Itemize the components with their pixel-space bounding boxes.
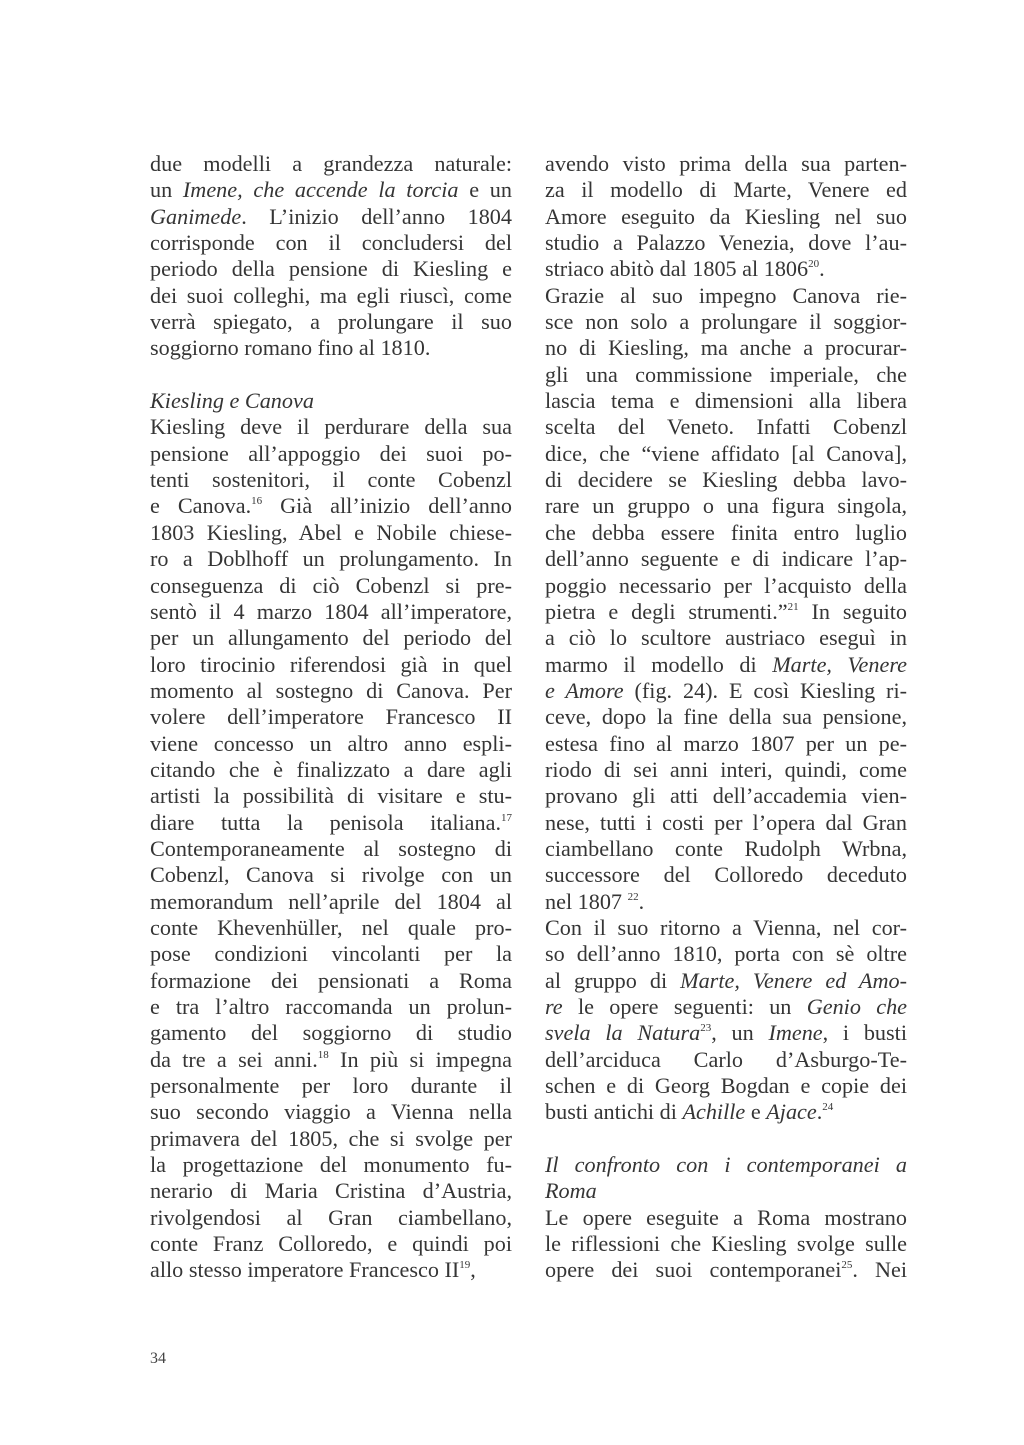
text-line [150, 177, 512, 203]
text-line [150, 283, 512, 309]
text-line [150, 941, 512, 967]
text-line [545, 362, 907, 388]
text-run: personalmente per loro durante il [150, 1073, 512, 1099]
text-run: 1803 Kiesling, Abel e Nobile chiese- [150, 519, 512, 545]
text-run: marmo il modello di [545, 651, 773, 677]
text-run: so dell’anno 1810, porta con sè oltre [545, 941, 907, 967]
text-run: e tra l’altro raccomanda un prolun- [150, 994, 512, 1019]
text-run: conte Khevenhüller, nel quale pro- [150, 914, 512, 940]
text-line [150, 414, 512, 440]
footnote-ref: 16 [251, 495, 263, 508]
text-run: gli una commissione imperiale, che [545, 361, 907, 387]
confronto-paragraph [545, 1205, 907, 1284]
text-run: nerario di Maria Cristina d’Austria, [150, 1178, 512, 1204]
text-run: Le opere eseguite a Roma mostrano [545, 1204, 907, 1230]
text-line [150, 546, 512, 572]
text-line [150, 1231, 512, 1257]
text-run: , [470, 1257, 476, 1283]
text-run: pietra e degli strumenti.” [545, 598, 788, 624]
text-run: pensione all’appoggio dei suoi po- [150, 440, 512, 466]
kiesling-canova-paragraph [150, 414, 512, 1283]
text-line [150, 704, 512, 730]
text-line [545, 1231, 907, 1257]
text-run: provano gli atti dell’accademia vien- [545, 783, 907, 809]
text-run: e un [458, 177, 512, 203]
left-column [150, 151, 512, 1284]
text-run: no di Kiesling, ma anche a procurar- [545, 335, 907, 361]
italic-title: re [545, 994, 563, 1019]
text-run: ciambellano conte Rudolph Wrbna, [545, 835, 907, 861]
text-run: le opere seguenti: un [562, 994, 807, 1019]
text-run: conte Franz Colloredo, e quindi poi [150, 1231, 512, 1257]
italic-title: Marte, Venere [772, 651, 908, 677]
text-line [545, 810, 907, 836]
text-run: verrà spiegato, a prolungare il suo [150, 309, 512, 335]
text-run: formazione dei pensionati a Roma [150, 967, 512, 993]
text-run: soggiorno romano fino al 1810. [150, 335, 431, 361]
text-line [545, 968, 907, 994]
text-line [150, 836, 512, 862]
text-run: a ciò lo scultore austriaco eseguì in [545, 625, 907, 651]
text-run: suo secondo viaggio a Vienna nella [150, 1099, 512, 1125]
text-run: (fig. 24). E così Kiesling ri- [623, 677, 907, 703]
text-line [150, 520, 512, 546]
text-run: pose condizioni vincolanti per la [150, 941, 512, 967]
text-line [545, 862, 907, 888]
text-run: volere dell’imperatore Francesco II [150, 704, 512, 730]
text-line [150, 151, 512, 177]
text-run: le riflessioni che Kiesling svolge sulle [545, 1231, 907, 1257]
footnote-ref: 25 [841, 1259, 853, 1272]
right-column [545, 151, 907, 1284]
text-line [545, 520, 907, 546]
text-line [150, 994, 512, 1020]
text-run: per un allungamento del periodo del [150, 625, 512, 651]
continued-paragraph [545, 151, 907, 1126]
text-line [150, 810, 512, 836]
text-run: loro tirocinio riferendosi già in quel [150, 651, 512, 677]
text-run: momento al sostegno di Canova. Per [150, 677, 512, 703]
text-run: . Nei [852, 1257, 907, 1283]
text-run: Contemporaneamente al sostegno di [150, 835, 512, 861]
text-line [545, 678, 907, 704]
text-line [150, 915, 512, 941]
text-line [150, 652, 512, 678]
text-line [545, 704, 907, 730]
text-line [150, 256, 512, 282]
text-run: dell’anno seguente e di indicare l’ap- [545, 546, 907, 572]
text-run: Già all’inizio dell’anno [262, 493, 513, 519]
text-line [150, 1178, 512, 1204]
text-run: e [745, 1099, 767, 1125]
text-line [545, 1257, 907, 1283]
text-line [545, 177, 907, 203]
footnote-ref: 22 [627, 890, 639, 903]
text-run: gamento del soggiorno di studio [150, 1020, 512, 1046]
text-run: . [819, 256, 825, 282]
text-line [150, 1047, 512, 1073]
text-line [150, 757, 512, 783]
text-run: dell’arciduca Carlo d’Asburgo-Te- [545, 1046, 907, 1072]
text-run: , i busti [822, 1020, 907, 1046]
text-line [150, 1257, 512, 1283]
text-run: che debba essere finita entro luglio [545, 519, 907, 545]
text-line [545, 1047, 907, 1073]
italic-title: svela la Natura [545, 1020, 701, 1046]
text-run: un [150, 177, 183, 203]
text-line [150, 968, 512, 994]
section-heading-kiesling-e-canova: Kiesling e Canova [150, 388, 314, 414]
text-line [150, 1205, 512, 1231]
italic-title: Achille [682, 1099, 746, 1125]
text-run: la progettazione del monumento fu- [150, 1152, 512, 1178]
text-run: da tre a sei anni. [150, 1046, 318, 1072]
text-run: primavera del 1805, che si svolge per [150, 1125, 512, 1151]
text-line [150, 441, 512, 467]
text-line [545, 1073, 907, 1099]
text-run: successore del Colloredo deceduto [545, 862, 907, 888]
text-line [150, 625, 512, 651]
text-run: Amore eseguito da Kiesling nel suo [545, 203, 907, 229]
text-line [545, 652, 907, 678]
italic-title: Imene, che accende la torcia [182, 177, 459, 203]
text-run: . [638, 888, 645, 914]
text-run: dei suoi colleghi, ma egli riuscì, come [150, 282, 512, 308]
text-line [545, 309, 907, 335]
text-run: estesa fino al marzo 1807 per un pe- [545, 730, 907, 756]
text-line [150, 230, 512, 256]
text-run: In più si impegna [328, 1046, 512, 1072]
text-run: viene concesso un altro anno espli- [150, 730, 512, 756]
text-line [150, 599, 512, 625]
text-line [545, 230, 907, 256]
text-run: al gruppo di [545, 967, 681, 993]
italic-title: Ajace [766, 1099, 817, 1125]
text-run: busti antichi di [545, 1099, 683, 1125]
text-run: Kiesling deve il perdurare della sua [150, 414, 512, 440]
text-run: corrisponde con il concludersi del [150, 230, 512, 256]
text-run: nese, tutti i costi per l’opera dal Gran [545, 809, 907, 835]
text-line [150, 678, 512, 704]
footnote-ref: 19 [459, 1259, 471, 1272]
footnote-ref: 21 [787, 600, 799, 613]
text-line [150, 862, 512, 888]
text-line [545, 414, 907, 440]
text-run: In seguito [798, 598, 907, 624]
text-line [150, 335, 512, 361]
text-line [545, 757, 907, 783]
text-line [545, 204, 907, 230]
text-line [545, 493, 907, 519]
text-run: scelta del Veneto. Infatti Cobenzl [545, 414, 907, 440]
text-line [545, 335, 907, 361]
text-line [545, 388, 907, 414]
text-line [150, 1020, 512, 1046]
text-run: Cobenzl, Canova si rivolge con un [150, 862, 512, 888]
footnote-ref: 23 [700, 1022, 712, 1035]
text-run: rare un gruppo o una figura singola, [545, 493, 907, 519]
italic-title: Imene [768, 1020, 823, 1046]
text-run: tenti sostenitori, il conte Cobenzl [150, 467, 512, 493]
text-run: nel 1807 [545, 888, 628, 914]
text-run: conseguenza di ciò Cobenzl si pre- [150, 572, 512, 598]
text-run: ceve, dopo la fine della sua pensione, [545, 704, 907, 730]
text-line [545, 941, 907, 967]
text-line [150, 309, 512, 335]
text-run: allo stesso imperatore Francesco II [150, 1257, 460, 1283]
text-run: sentò il 4 marzo 1804 all’imperatore, [150, 598, 512, 624]
text-line [545, 441, 907, 467]
text-run: Grazie al suo impegno Canova rie- [545, 282, 907, 308]
text-run: lascia tema e dimensioni alla libera [545, 388, 907, 414]
intro-paragraph [150, 151, 512, 362]
text-line [150, 204, 512, 230]
italic-title: Genio che [806, 994, 908, 1019]
text-line [545, 283, 907, 309]
text-run: di decidere se Kiesling debba lavo- [545, 467, 907, 493]
text-line [545, 1205, 907, 1231]
text-run: diare tutta la penisola italiana. [150, 809, 501, 835]
text-line [545, 836, 907, 862]
text-line [150, 573, 512, 599]
text-run: artisti la possibilità di visitare e stu- [150, 783, 512, 809]
text-run: opere dei suoi contemporanei [545, 1257, 842, 1283]
text-line [150, 1126, 512, 1152]
text-run: memorandum nell’aprile del 1804 al [150, 888, 512, 914]
text-line [150, 731, 512, 757]
text-run: schen e di Georg Bogdan e copie dei [545, 1073, 907, 1099]
text-line [545, 546, 907, 572]
text-run: dice, che “viene affidato [al Canova], [545, 440, 907, 466]
text-line [545, 783, 907, 809]
footnote-ref: 20 [808, 258, 820, 271]
section-heading-confronto-line-2: Roma [545, 1178, 597, 1204]
text-run: e Canova. [150, 493, 252, 519]
text-run: citando che è finalizzato a dare agli [150, 756, 512, 782]
paragraph-gap [150, 362, 512, 388]
text-line [545, 599, 907, 625]
text-line [545, 625, 907, 651]
text-line [545, 915, 907, 941]
text-run: , un [711, 1020, 769, 1046]
text-run: avendo visto prima della sua parten- [545, 151, 907, 176]
text-line [545, 1099, 907, 1125]
text-line [545, 151, 907, 177]
text-run: ro a Doblhoff un prolungamento. In [150, 546, 512, 572]
text-run: sce non solo a prolungare il soggior- [545, 309, 907, 335]
text-line [545, 994, 907, 1020]
footnote-ref: 24 [822, 1101, 834, 1114]
italic-title: Ganimede [150, 203, 242, 229]
footnote-ref: 17 [501, 811, 512, 824]
text-line [545, 467, 907, 493]
text-run: za il modello di Marte, Venere ed [545, 177, 907, 203]
text-run: riodo di sei anni interi, quindi, come [545, 756, 907, 782]
text-line [545, 1020, 907, 1046]
text-run: . L’inizio dell’anno 1804 [241, 203, 512, 229]
text-line [150, 1152, 512, 1178]
text-run: periodo della pensione di Kiesling e [150, 256, 512, 282]
text-line [150, 1099, 512, 1125]
text-line [150, 889, 512, 915]
footnote-ref: 18 [317, 1048, 329, 1061]
text-run: rivolgendosi al Gran ciambellano, [150, 1204, 512, 1230]
text-line [545, 256, 907, 282]
text-run: striaco abitò dal 1805 al 1806 [545, 256, 809, 282]
text-line [150, 783, 512, 809]
page-number: 34 [150, 1350, 166, 1367]
text-run: due modelli a grandezza naturale: [150, 151, 512, 176]
paragraph-gap [545, 1126, 907, 1152]
text-line [545, 889, 907, 915]
text-line [545, 573, 907, 599]
section-heading-confronto-line-1: Il confronto con i contemporanei a [545, 1152, 907, 1178]
text-line [150, 1073, 512, 1099]
text-run: studio a Palazzo Venezia, dove l’au- [545, 230, 907, 256]
text-run: . [816, 1099, 823, 1125]
italic-title: Marte, Venere ed Amo- [680, 967, 907, 993]
text-line [545, 731, 907, 757]
text-line [150, 467, 512, 493]
text-line [150, 493, 512, 519]
italic-title: e Amore [545, 677, 624, 703]
text-run: Con il suo ritorno a Vienna, nel cor- [545, 914, 907, 940]
text-run: poggio necessario per l’acquisto della [545, 572, 907, 598]
